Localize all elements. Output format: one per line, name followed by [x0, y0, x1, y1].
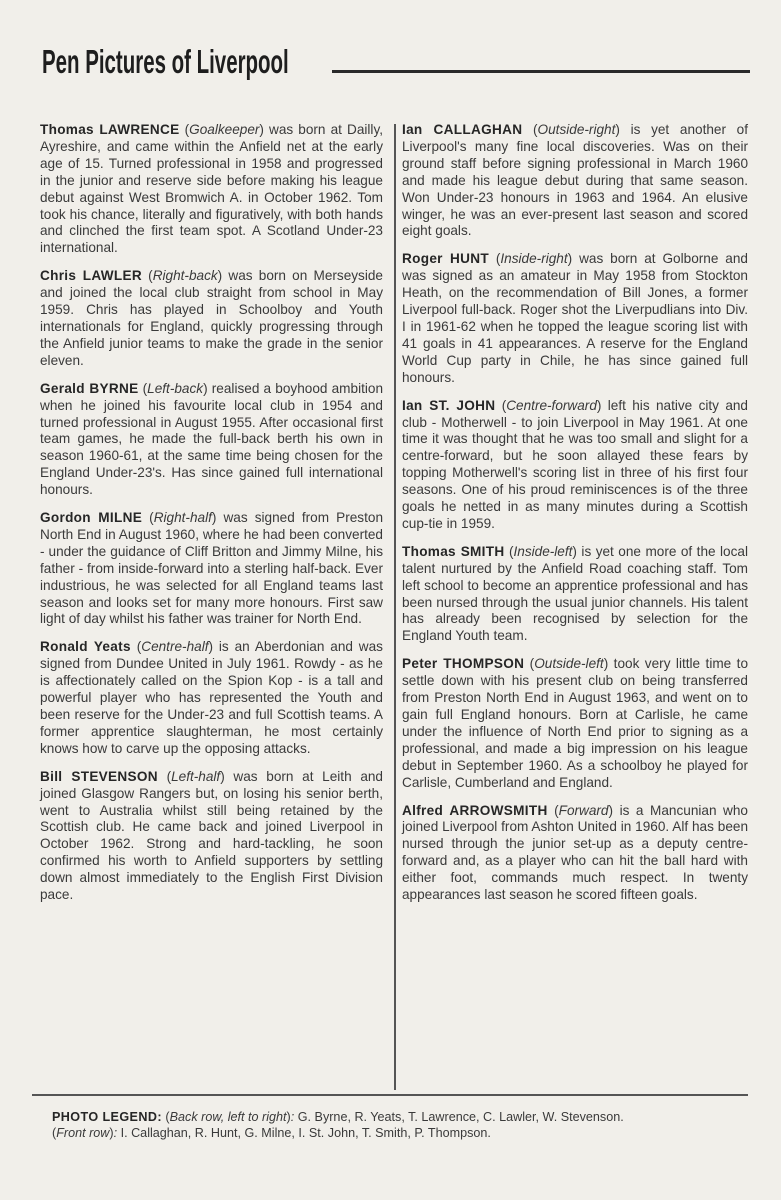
player-bio-milne: Gordon MILNE (Right-half) was signed from Preston North End in August 1960, where he had been converted - under the guidance of Cliff Britton and Jimmy Milne, his father - from inside-forward into a sterling half-back. Ever industrious, he was selected for all England teams last season and looks set for many more honours. First saw light of day whilst his father was trainer for North End.: [40, 510, 383, 627]
player-description: realised a boyhood ambition when he joined his favourite local club in 1954 and turned professional in August 1955. After occasional first team games, he made the full-back berth his own in season 1960-61, at the same time being chosen for the England Under-23's. Has since gained full international honours.: [40, 380, 384, 498]
photo-legend: [52, 1109, 752, 1141]
player-bio-lawrence: Thomas LAWRENCE (Goalkeeper) was born at Dailly, Ayreshire, and came within the Anfield net at the early age of 15. Turned professional in 1958 and progressed in the junior and reserve side before making his league debut against West Bromwich A. in October 1962. Tom took his chance, literally and figuratively, with both hands and clinched the first team spot. A Scotland Under-23 international.: [40, 122, 384, 256]
player-bio-lawler: Chris LAWLER (Right-back) was born on Merseyside and joined the local club straight from school in May 1959. Chris has played in Schoolboy and Youth internationals for England, quickly progressing through the Anfield junior teams to make the grade in the senior eleven.: [40, 268, 383, 368]
player-position: Left-half: [171, 768, 221, 784]
player-name: Alfred ARROWSMITH: [402, 802, 548, 818]
player-bio-smith: Thomas SMITH (Inside-left) is yet one more of the local talent nurtured by the Anfield Road coaching staff. Tom left school to become an apprentice professional and has been nursed through the usual junior channels. His talent has already been recognised by selection for the England Youth team.: [402, 543, 748, 644]
player-position: Inside-left: [513, 543, 573, 559]
player-description: was signed from Preston North End in August 1960, where he had been converted - under the guidance of Cliff Britton and Jimmy Milne, his father - from inside-forward into a sterling half-back. Ever industrious, he was selected for all England teams last season and looks set for many more honours. First saw light of day whilst his father was trainer for North End.: [40, 510, 383, 627]
player-description: is an Aberdonian and was signed from Dundee United in July 1961. Rowdy - as he is affectionately called on the Spion Kop - is a tall and powerful player who has represented the Youth and been reserve for the Under-23 and full Scottish teams. A former apprentice slaughterman, he most certainly knows how to carve up the opposing attacks.: [40, 639, 383, 756]
player-description: is yet another of Liverpool's many fine local discoveries. Was on their ground staff before signing professional in March 1960 and made his league debut during that same season. Won Under-23 honours in 1963 and 1964. An elusive winger, he was an ever-present last season and scored eight goals.: [402, 122, 749, 239]
front-row-label: Front row: [56, 1126, 110, 1140]
player-name: Gerald BYRNE: [40, 380, 139, 396]
player-bio-arrowsmith: Alfred ARROWSMITH (Forward) is a Mancunian who joined Liverpool from Ashton United in 1960. Alf has been nursed through the junior set-up as a deputy centre-forward and, as a player who can hit the ball hard with either foot, commands much respect. In twenty appearances last season he scored fifteen goals.: [402, 802, 748, 903]
legend-divider: [32, 1094, 748, 1096]
player-description: is a Mancunian who joined Liverpool from Ashton United in 1960. Alf has been nursed through the junior set-up as a deputy centre-forward and, as a player who can hit the ball hard with either foot, commands much respect. In twenty appearances last season he scored fifteen goals.: [402, 802, 748, 903]
legend-label: PHOTO LEGEND:: [52, 1110, 162, 1124]
player-position: Right-back: [152, 268, 218, 284]
player-name: Gordon MILNE: [40, 510, 143, 526]
right-column: [402, 122, 748, 915]
player-name: Roger HUNT: [402, 251, 489, 267]
back-row-names: G. Byrne, R. Yeats, T. Lawrence, C. Lawler, W. Stevenson.: [297, 1110, 624, 1124]
player-description: was born at Leith and joined Glasgow Rangers but, on losing his senior berth, went to Australia whilst still being retained by the Scottish club. He came back and joined Liverpool in October 1962. Strong and hard-tackling, he soon confirmed his worth to Anfield supporters by settling down almost immediately to the English First Division pace.: [40, 768, 383, 903]
player-description: was born at Golborne and was signed as an amateur in May 1958 from Stockton Heath, on the recommendation of Bill Jones, a former Liverpool full-back. Roger shot the Liverpudlians into Div. I in 1961-62 when he topped the league scoring list with 41 goals in 41 appearances. A reserve for the England World Cup party in Chile, he has since gained full honours.: [402, 251, 748, 385]
player-name: Ronald Yeats: [40, 639, 131, 655]
player-description: is yet one more of the local talent nurtured by the Anfield Road coaching staff. Tom left school to become an apprentice professional and has been nursed through the usual junior channels. His talent has already been recognised by selection for the England Youth team.: [402, 543, 748, 644]
front-row-names: I. Callaghan, R. Hunt, G. Milne, I. St. John, T. Smith, P. Thompson.: [120, 1126, 491, 1140]
player-bio-byrne: Gerald BYRNE (Left-back) realised a boyhood ambition when he joined his favourite local club in 1954 and turned professional in August 1955. After occasional first team games, he made the full-back berth his own in season 1960-61, at the same time being chosen for the England Under-23's. Has since gained full international honours.: [40, 380, 384, 498]
column-divider: [394, 124, 396, 1090]
left-column: [40, 122, 383, 915]
player-description: was born at Dailly, Ayreshire, and came within the Anfield net at the early age of 15. Turned professional in 1958 and progressed in the junior and reserve side before making his league debut against West Bromwich A. in October 1962. Tom took his chance, literally and figuratively, with both hands and clinched the first team spot. A Scotland Under-23 international.: [40, 122, 384, 256]
player-position: Centre-forward: [506, 397, 597, 413]
player-name: Ian ST. JOHN: [402, 397, 496, 413]
back-row-label: Back row, left to right: [169, 1110, 287, 1124]
player-position: Inside-right: [500, 251, 568, 267]
player-position: Outside-right: [537, 122, 616, 137]
player-name: Chris LAWLER: [40, 268, 142, 284]
player-name: Thomas LAWRENCE: [40, 122, 180, 137]
player-name: Thomas SMITH: [402, 543, 505, 559]
player-bio-yeats: Ronald Yeats (Centre-half) is an Aberdonian and was signed from Dundee United in July 1961. Rowdy - as he is affectionately called on the Spion Kop - is a tall and powerful player who has represented the Youth and been reserve for the Under-23 and full Scottish teams. A former apprentice slaughterman, he most certainly knows how to carve up the opposing attacks.: [40, 639, 383, 756]
player-bio-callaghan: Ian CALLAGHAN (Outside-right) is yet another of Liverpool's many fine local discoveries. Was on their ground staff before signing professional in March 1960 and made his league debut during that same season. Won Under-23 honours in 1963 and 1964. An elusive winger, he was an ever-present last season and scored eight goals.: [402, 122, 749, 239]
player-bio-thompson: Peter THOMPSON (Outside-left) took very little time to settle down with his present club on being transferred from Preston North End in August 1963, and went on to gain full England honours. Born at Carlisle, he came under the influence of North End prior to signing as a professional, and made a big impression on his league debut in September 1960. As a schoolboy he played for Carlisle, Cumberland and England.: [402, 656, 748, 790]
player-description: took very little time to settle down with his present club on being transferred from Preston North End in August 1963, and went on to gain full England honours. Born at Carlisle, he came under the influence of North End prior to signing as a professional, and made a big impression on his league debut in September 1960. As a schoolboy he played for Carlisle, Cumberland and England.: [402, 656, 748, 790]
player-position: Outside-left: [534, 656, 604, 672]
player-position: Centre-half: [141, 639, 209, 655]
player-name: Bill STEVENSON: [40, 768, 158, 784]
player-position: Goalkeeper: [189, 122, 260, 137]
player-name: Ian CALLAGHAN: [402, 122, 523, 137]
player-position: Forward: [558, 802, 609, 818]
player-position: Right-half: [153, 510, 212, 526]
player-name: Peter THOMPSON: [402, 656, 525, 672]
legend-back-row: PHOTO LEGEND: (Back row, left to right): G. Byrne, R. Yeats, T. Lawrence, C. Lawler, W. Stevenson.: [52, 1110, 624, 1124]
title-row: [42, 42, 750, 82]
player-bio-hunt: Roger HUNT (Inside-right) was born at Golborne and was signed as an amateur in May 1958 from Stockton Heath, on the recommendation of Bill Jones, a former Liverpool full-back. Roger shot the Liverpudlians into Div. I in 1961-62 when he topped the league scoring list with 41 goals in 41 appearances. A reserve for the England World Cup party in Chile, he has since gained full honours.: [402, 251, 748, 385]
title-underline: [332, 70, 750, 73]
legend-front-row: (Front row): I. Callaghan, R. Hunt, G. Milne, I. St. John, T. Smith, P. Thompson.: [52, 1126, 491, 1140]
player-bio-st-john: Ian ST. JOHN (Centre-forward) left his native city and club - Motherwell - to join Liverpool in May 1961. At one time it was thought that he was too small and slight for a centre-forward, but he soon allayed these fears by topping Motherwell's scoring list in three of his first four seasons. One of his proud reminiscences is of the three goals he netted in as many minutes during a Scottish cup-tie in 1959.: [402, 397, 748, 531]
player-bio-stevenson: Bill STEVENSON (Left-half) was born at Leith and joined Glasgow Rangers but, on losing his senior berth, went to Australia whilst still being retained by the Scottish club. He came back and joined Liverpool in October 1962. Strong and hard-tackling, he soon confirmed his worth to Anfield supporters by settling down almost immediately to the English First Division pace.: [40, 768, 383, 903]
player-description: was born on Merseyside and joined the local club straight from school in May 1959. Chris has played in Schoolboy and Youth internationals for England, quickly progressing through the Anfield junior teams to make the grade in the senior eleven.: [40, 268, 383, 368]
player-position: Left-back: [147, 380, 204, 396]
player-description: left his native city and club - Motherwell - to join Liverpool in May 1961. At one time it was thought that he was too small and slight for a centre-forward, but he soon allayed these fears by topping Motherwell's scoring list in three of his first four seasons. One of his proud reminiscences is of the three goals he netted in as many minutes during a Scottish cup-tie in 1959.: [402, 397, 748, 531]
page-title: Pen Pictures of Liverpool: [42, 43, 289, 80]
